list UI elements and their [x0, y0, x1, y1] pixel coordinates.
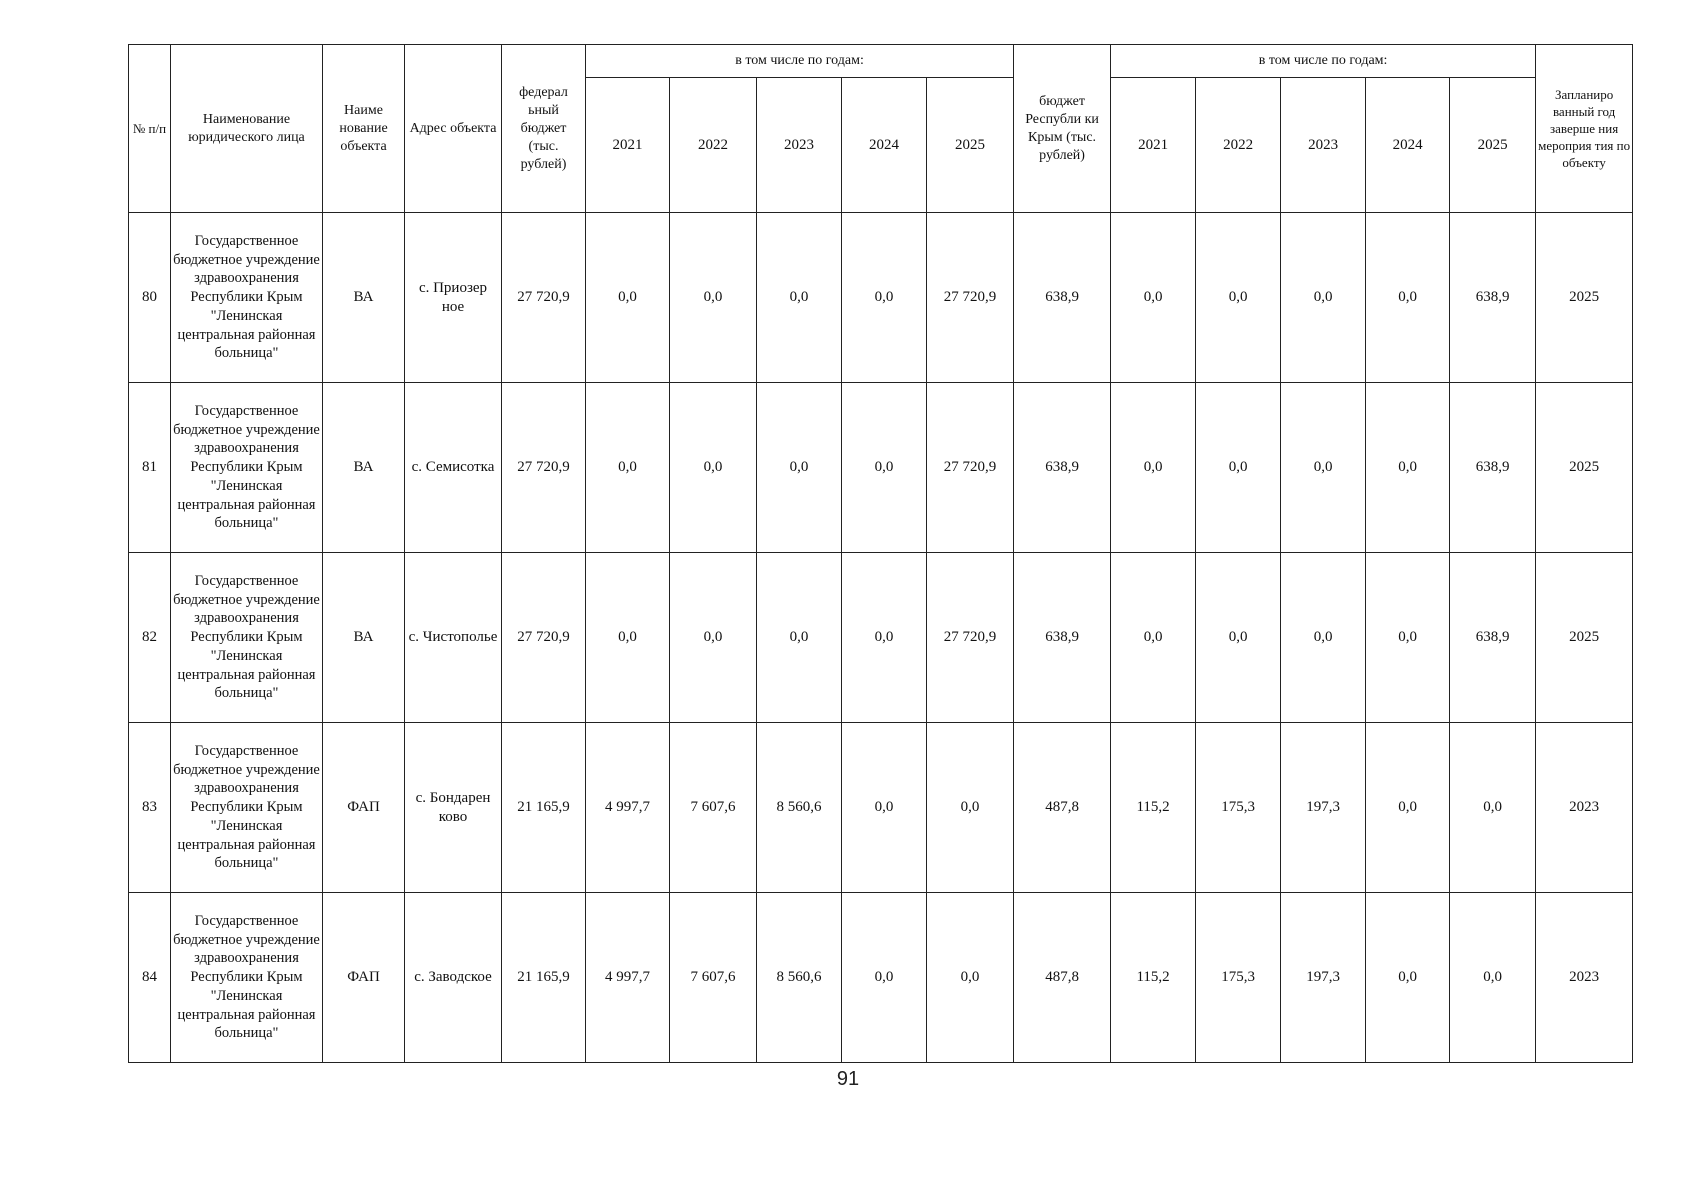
row-fed-year: 0,0: [842, 553, 927, 723]
row-fed-year: 4 997,7: [586, 723, 670, 893]
header-num: № п/п: [129, 45, 171, 213]
row-num: 84: [129, 893, 171, 1063]
row-fed-year: 27 720,9: [927, 213, 1014, 383]
row-reg-year: 0,0: [1366, 213, 1450, 383]
row-org: Государственное бюджетное учреждение здравоохранения Республики Крым "Ленинская центральная районная больница": [171, 893, 323, 1063]
row-reg-year: 0,0: [1281, 553, 1366, 723]
table-row: [129, 553, 1633, 723]
row-completion-year: 2025: [1536, 383, 1633, 553]
header-org: Наименование юридического лица: [171, 45, 323, 213]
row-fed-year: 27 720,9: [927, 553, 1014, 723]
header-object: Наиме нование объекта: [323, 45, 405, 213]
header-by-years-regional: в том числе по годам:: [1111, 45, 1536, 78]
row-reg-year: 0,0: [1111, 553, 1196, 723]
row-federal: 27 720,9: [502, 383, 586, 553]
row-fed-year: 0,0: [586, 383, 670, 553]
row-federal: 27 720,9: [502, 213, 586, 383]
row-reg-year: 0,0: [1366, 723, 1450, 893]
row-reg-year: 0,0: [1111, 383, 1196, 553]
header-fed-year: 2023: [757, 78, 842, 213]
row-reg-year: 0,0: [1366, 383, 1450, 553]
row-num: 83: [129, 723, 171, 893]
row-completion-year: 2023: [1536, 723, 1633, 893]
row-federal: 21 165,9: [502, 893, 586, 1063]
row-address: с. Приозер ное: [405, 213, 502, 383]
row-reg-year: 0,0: [1450, 723, 1536, 893]
page-number: 91: [836, 1068, 860, 1090]
row-fed-year: 0,0: [670, 213, 757, 383]
row-regional: 638,9: [1014, 553, 1111, 723]
row-reg-year: 0,0: [1281, 383, 1366, 553]
row-fed-year: 0,0: [927, 893, 1014, 1063]
row-fed-year: 8 560,6: [757, 723, 842, 893]
row-regional: 638,9: [1014, 383, 1111, 553]
row-address: с. Семисотка: [405, 383, 502, 553]
row-regional: 638,9: [1014, 213, 1111, 383]
row-fed-year: 0,0: [586, 553, 670, 723]
row-address: с. Заводское: [405, 893, 502, 1063]
header-fed-year: 2022: [670, 78, 757, 213]
header-fed-year: 2021: [586, 78, 670, 213]
row-fed-year: 27 720,9: [927, 383, 1014, 553]
header-fed-year: 2025: [927, 78, 1014, 213]
row-object: ФАП: [323, 893, 405, 1063]
row-reg-year: 175,3: [1196, 893, 1281, 1063]
header-reg-year: 2021: [1111, 78, 1196, 213]
row-reg-year: 0,0: [1196, 383, 1281, 553]
row-object: ВА: [323, 213, 405, 383]
row-fed-year: 0,0: [927, 723, 1014, 893]
row-completion-year: 2025: [1536, 553, 1633, 723]
row-reg-year: 0,0: [1366, 553, 1450, 723]
row-fed-year: 0,0: [842, 213, 927, 383]
header-regional: бюджет Республи ки Крым (тыс. рублей): [1014, 45, 1111, 213]
row-regional: 487,8: [1014, 893, 1111, 1063]
row-num: 82: [129, 553, 171, 723]
row-fed-year: 8 560,6: [757, 893, 842, 1063]
row-reg-year: 0,0: [1111, 213, 1196, 383]
row-num: 80: [129, 213, 171, 383]
budget-table: [128, 44, 1633, 1063]
row-org: Государственное бюджетное учреждение здравоохранения Республики Крым "Ленинская центральная районная больница": [171, 213, 323, 383]
row-fed-year: 0,0: [842, 383, 927, 553]
row-regional: 487,8: [1014, 723, 1111, 893]
row-fed-year: 0,0: [757, 213, 842, 383]
row-org: Государственное бюджетное учреждение здравоохранения Республики Крым "Ленинская центральная районная больница": [171, 723, 323, 893]
row-object: ФАП: [323, 723, 405, 893]
row-federal: 21 165,9: [502, 723, 586, 893]
row-fed-year: 7 607,6: [670, 723, 757, 893]
row-reg-year: 638,9: [1450, 213, 1536, 383]
row-org: Государственное бюджетное учреждение здравоохранения Республики Крым "Ленинская центральная районная больница": [171, 553, 323, 723]
header-address: Адрес объекта: [405, 45, 502, 213]
row-reg-year: 638,9: [1450, 553, 1536, 723]
row-completion-year: 2025: [1536, 213, 1633, 383]
header-federal: федерал ьный бюджет (тыс. рублей): [502, 45, 586, 213]
row-fed-year: 0,0: [842, 893, 927, 1063]
row-address: с. Чистополье: [405, 553, 502, 723]
row-fed-year: 0,0: [757, 383, 842, 553]
table-row: [129, 893, 1633, 1063]
row-reg-year: 638,9: [1450, 383, 1536, 553]
row-reg-year: 0,0: [1196, 213, 1281, 383]
row-reg-year: 0,0: [1450, 893, 1536, 1063]
table-row: [129, 383, 1633, 553]
row-fed-year: 4 997,7: [586, 893, 670, 1063]
row-reg-year: 197,3: [1281, 893, 1366, 1063]
table-row: [129, 213, 1633, 383]
row-reg-year: 115,2: [1111, 723, 1196, 893]
row-reg-year: 0,0: [1196, 553, 1281, 723]
row-num: 81: [129, 383, 171, 553]
header-completion: Запланиро ванный год заверше ния мероприя тия по объекту: [1536, 45, 1633, 213]
row-federal: 27 720,9: [502, 553, 586, 723]
header-by-years-federal: в том числе по годам:: [586, 45, 1014, 78]
header-reg-year: 2022: [1196, 78, 1281, 213]
header-reg-year: 2023: [1281, 78, 1366, 213]
row-object: ВА: [323, 553, 405, 723]
header-reg-year: 2024: [1366, 78, 1450, 213]
row-reg-year: 197,3: [1281, 723, 1366, 893]
header-fed-year: 2024: [842, 78, 927, 213]
row-object: ВА: [323, 383, 405, 553]
row-reg-year: 0,0: [1366, 893, 1450, 1063]
row-fed-year: 7 607,6: [670, 893, 757, 1063]
header-reg-year: 2025: [1450, 78, 1536, 213]
row-reg-year: 175,3: [1196, 723, 1281, 893]
row-address: с. Бондарен ково: [405, 723, 502, 893]
row-reg-year: 0,0: [1281, 213, 1366, 383]
row-fed-year: 0,0: [670, 383, 757, 553]
row-fed-year: 0,0: [586, 213, 670, 383]
row-org: Государственное бюджетное учреждение здравоохранения Республики Крым "Ленинская центральная районная больница": [171, 383, 323, 553]
row-reg-year: 115,2: [1111, 893, 1196, 1063]
row-fed-year: 0,0: [757, 553, 842, 723]
table-row: [129, 723, 1633, 893]
row-fed-year: 0,0: [842, 723, 927, 893]
row-fed-year: 0,0: [670, 553, 757, 723]
row-completion-year: 2023: [1536, 893, 1633, 1063]
